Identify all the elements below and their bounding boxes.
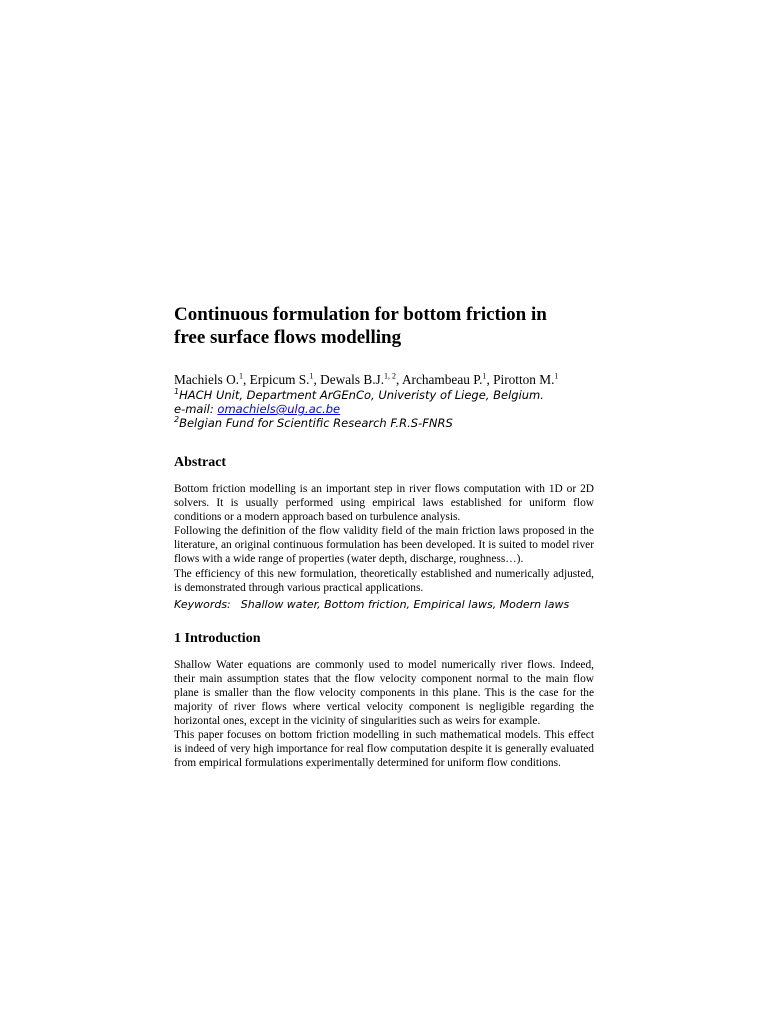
- author-affiliation-mark: 1: [309, 371, 314, 381]
- email-label: e-mail:: [174, 402, 218, 416]
- author-affiliation-mark: 1: [239, 371, 243, 381]
- affiliation-text: Belgian Fund for Scientific Research F.R.S-FNRS: [179, 416, 453, 430]
- affiliation-mark: 1: [174, 387, 180, 397]
- title-line-2: free surface flows modelling: [174, 327, 402, 348]
- author-name: , Pirotton M.: [486, 372, 555, 387]
- keywords-list: Shallow water, Bottom friction, Empirical laws, Modern laws: [240, 597, 570, 611]
- abstract-paragraph-1: Bottom friction modelling is an important step in river flows computation with 1D or 2D solvers. It is usually performed using empirical laws established for uniform flow conditions or a modern approach based on turbulence analysis.: [174, 483, 594, 524]
- paper-page: [174, 303, 594, 771]
- author-affiliation-mark: 1, 2: [384, 371, 397, 381]
- introduction-paragraph-1: Shallow Water equations are commonly used to model numerically river flows. Indeed, their main assumption states that the flow velocity component normal to the main flow plane is smaller than the flow velocity components in this plane. This is the case for the majority of river flows where vertical velocity component is negligible regarding the horizontal ones, except in the vicinity of singularities such as weirs for example.: [174, 658, 594, 728]
- affiliation-text: HACH Unit, Department ArGEnCo, Univeristy of Liege, Belgium.: [179, 388, 544, 402]
- affiliations: [174, 388, 594, 430]
- author-affiliation-mark: 1: [554, 371, 559, 381]
- author-name: , Dewals B.J.: [313, 372, 385, 387]
- author-name: , Erpicum S.: [243, 372, 310, 387]
- paper-title: [174, 303, 594, 349]
- introduction-heading: 1 Introduction: [174, 630, 261, 646]
- abstract-paragraph-2: Following the definition of the flow validity field of the main friction laws proposed in the literature, an original continuous formulation has been developed. It is suited to model river flows with a wide range of properties (water depth, discharge, roughness…).: [174, 525, 594, 566]
- author-affiliation-mark: 1: [482, 371, 487, 381]
- email-link[interactable]: omachiels@ulg.ac.be: [217, 402, 341, 416]
- keywords-line: [174, 598, 594, 612]
- affiliation-2: [174, 416, 594, 430]
- author-list: [174, 371, 594, 388]
- abstract-heading: Abstract: [174, 455, 227, 470]
- keywords-label: Keywords:: [174, 597, 231, 611]
- email-line: [174, 402, 594, 416]
- author-name: Machiels O.: [174, 372, 239, 387]
- affiliation-mark: 2: [174, 415, 180, 425]
- abstract-paragraph-3: The efficiency of this new formulation, theoretically established and numerically adjusted, is demonstrated through various practical applications.: [174, 567, 594, 594]
- author-name: , Archambeau P.: [396, 372, 483, 387]
- title-line-1: Continuous formulation for bottom friction in: [174, 304, 547, 325]
- affiliation-1: [174, 388, 594, 402]
- introduction-paragraph-2: This paper focuses on bottom friction modelling in such mathematical models. This effect is indeed of very high importance for real flow computation despite it is generally evaluated from empirical formulations experimentally determined for uniform flow conditions.: [174, 729, 594, 770]
